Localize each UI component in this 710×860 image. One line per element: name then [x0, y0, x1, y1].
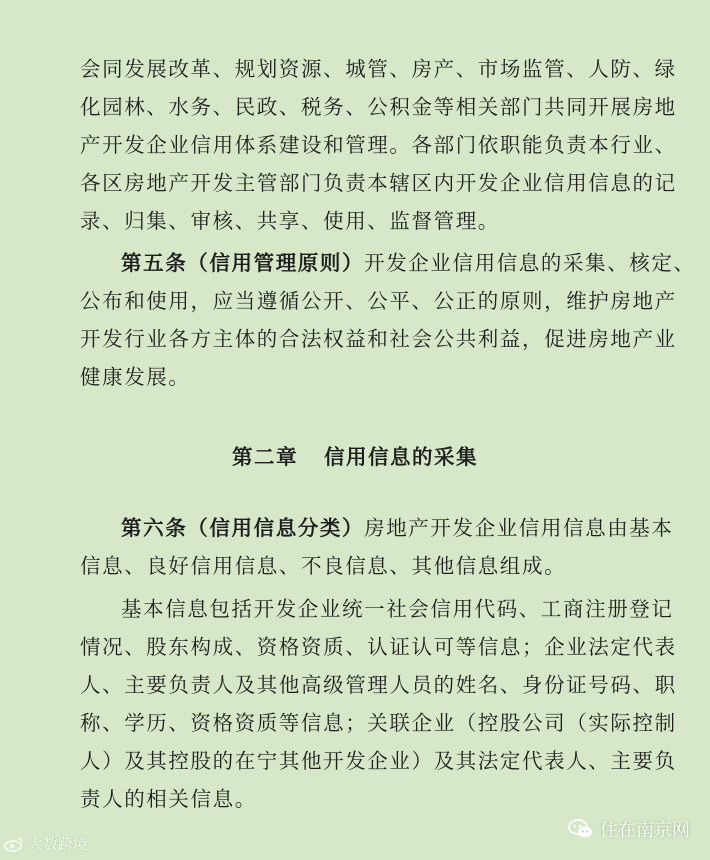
paragraph-article4-continued — [80, 50, 677, 240]
text-line: 产开发企业信用体系建设和管理。各部门依职能负责本行业、 — [80, 133, 677, 157]
paragraph-article5 — [80, 244, 696, 396]
text-line: 人）及其控股的在宁其他开发企业）及其法定代表人、主要负 — [80, 749, 677, 773]
paragraph-article6 — [80, 509, 674, 585]
text-line: 公布和使用，应当遵循公开、公平、公正的原则，维护房地产 — [80, 289, 677, 313]
text-line: 化园林、水务、民政、税务、公积金等相关部门共同开展房地 — [80, 95, 677, 119]
chapter-title: 信用信息的采集 — [324, 445, 478, 469]
article5-heading: 第五条（信用管理原则） — [121, 251, 365, 275]
text-line: 责人的相关信息。 — [80, 787, 257, 811]
text-line: 各区房地产开发主管部门负责本辖区内开发企业信用信息的记 — [80, 171, 677, 195]
article6-first-line: 房地产开发企业信用信息由基本 — [364, 516, 674, 540]
text-line: 信息、良好信用信息、不良信息、其他信息组成。 — [80, 554, 567, 578]
text-line — [80, 244, 696, 282]
article6-heading: 第六条（信用信息分类） — [121, 516, 365, 540]
text-line: 开发行业各方主体的合法权益和社会公共利益，促进房地产业 — [80, 327, 677, 351]
text-line — [80, 509, 674, 547]
wechat-icon — [568, 818, 594, 840]
watermark-left — [4, 833, 88, 854]
text-line: 基本信息包括开发企业统一社会信用代码、工商注册登记 — [121, 597, 674, 621]
text-line: 健康发展。 — [80, 365, 191, 389]
text-line: 人、主要负责人及其他高级管理人员的姓名、身份证号码、职 — [80, 673, 677, 697]
text-line: 录、归集、审核、共享、使用、监督管理。 — [80, 209, 500, 233]
text-line: 称、学历、资格资质等信息；关联企业（控股公司（实际控制 — [80, 711, 677, 735]
text-line: 情况、股东构成、资格资质、认证认可等信息；企业法定代表 — [80, 635, 677, 659]
text-line: 会同发展改革、规划资源、城管、房产、市场监管、人防、绿 — [80, 57, 677, 81]
chapter-number: 第二章 — [232, 445, 298, 469]
watermark-right — [568, 816, 690, 842]
article5-first-line: 开发企业信用信息的采集、核定、 — [364, 251, 696, 275]
paragraph-basic-info — [80, 590, 677, 818]
watermark-right-text: 住在南京网 — [600, 820, 690, 841]
sina-weibo-icon — [4, 836, 24, 852]
watermark-left-text: 大数跨境 — [28, 835, 89, 853]
chapter-heading — [0, 440, 710, 470]
